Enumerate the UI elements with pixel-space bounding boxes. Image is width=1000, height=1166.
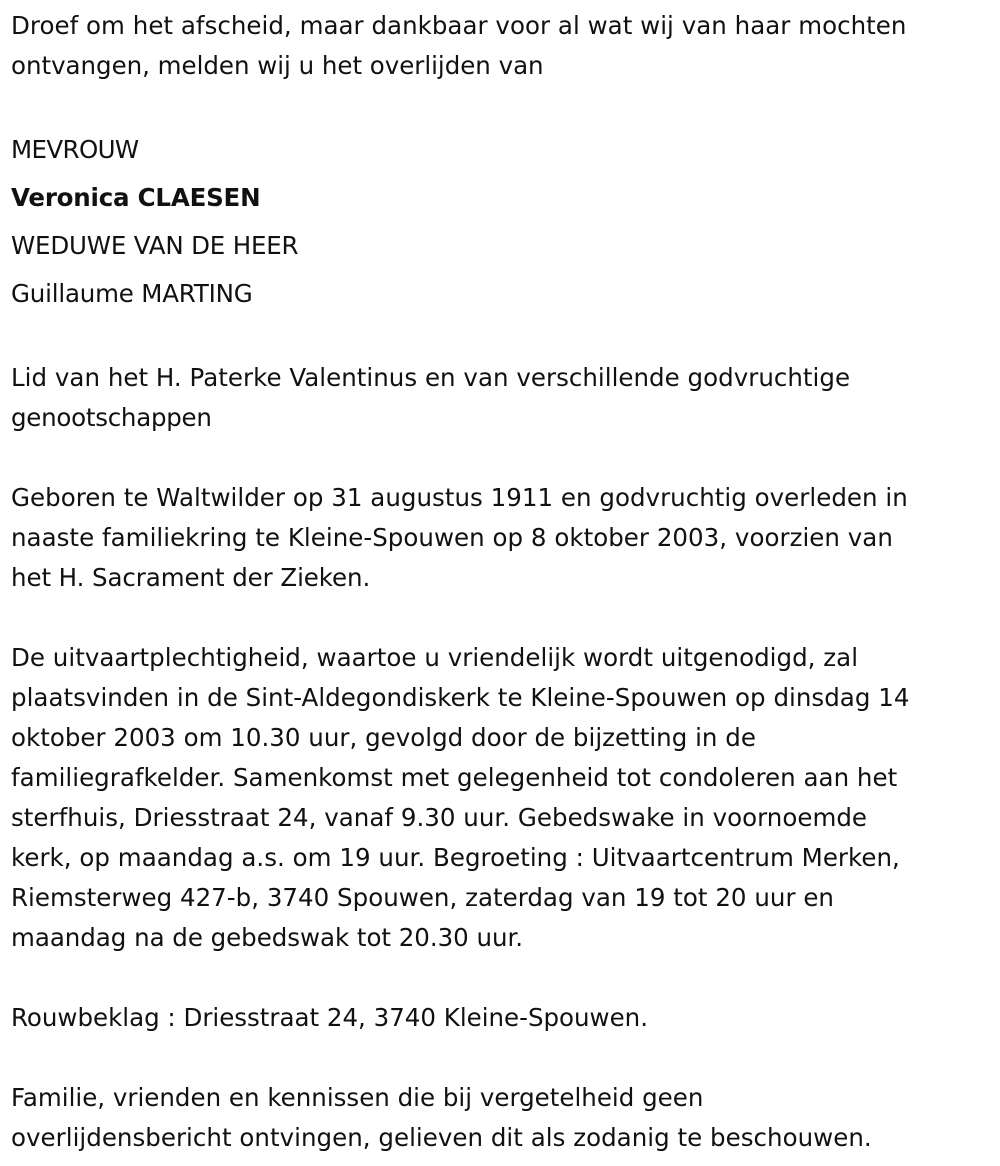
funeral-paragraph xyxy=(11,638,996,958)
funeral-line-2: plaatsvinden in de Sint-Aldegondiskerk te Kleine-Spouwen op dinsdag 14 xyxy=(11,683,910,712)
funeral-line-7: Riemsterweg 427-b, 3740 Spouwen, zaterdag van 19 tot 20 uur en xyxy=(11,883,834,912)
intro-line-1: Droef om het afscheid, maar dankbaar voor al wat wij van haar mochten xyxy=(11,11,907,40)
paragraph-spacer xyxy=(11,86,996,126)
deceased-block xyxy=(11,126,996,318)
funeral-line-6: kerk, op maandag a.s. om 19 uur. Begroeting : Uitvaartcentrum Merken, xyxy=(11,843,900,872)
closing-paragraph xyxy=(11,1078,996,1158)
membership-paragraph xyxy=(11,358,996,438)
birth-death-line-1: Geboren te Waltwilder op 31 augustus 1911 en godvruchtig overleden in xyxy=(11,483,908,512)
membership-line-2: genootschappen xyxy=(11,403,212,432)
intro-paragraph xyxy=(11,6,996,86)
membership-line-1: Lid van het H. Paterke Valentinus en van verschillende godvruchtige xyxy=(11,363,851,392)
closing-line-2: overlijdensbericht ontvingen, gelieven dit als zodanig te beschouwen. xyxy=(11,1123,872,1152)
deceased-relation: WEDUWE VAN DE HEER xyxy=(11,231,299,260)
paragraph-spacer xyxy=(11,958,996,998)
closing-line-1: Familie, vrienden en kennissen die bij vergetelheid geen xyxy=(11,1083,704,1112)
paragraph-spacer xyxy=(11,1038,996,1078)
funeral-line-4: familiegrafkelder. Samenkomst met gelegenheid tot condoleren aan het xyxy=(11,763,898,792)
intro-line-2: ontvangen, melden wij u het overlijden van xyxy=(11,51,544,80)
deceased-spouse: Guillaume MARTING xyxy=(11,279,253,308)
deceased-title: MEVROUW xyxy=(11,135,139,164)
funeral-line-3: oktober 2003 om 10.30 uur, gevolgd door de bijzetting in de xyxy=(11,723,756,752)
condolence-line-1: Rouwbeklag : Driesstraat 24, 3740 Kleine-Spouwen. xyxy=(11,1003,648,1032)
funeral-line-1: De uitvaartplechtigheid, waartoe u vriendelijk wordt uitgenodigd, zal xyxy=(11,643,859,672)
birth-death-line-3: het H. Sacrament der Zieken. xyxy=(11,563,371,592)
obituary-document xyxy=(11,6,996,1158)
condolence-paragraph xyxy=(11,998,996,1038)
paragraph-spacer xyxy=(11,598,996,638)
birth-death-paragraph xyxy=(11,478,996,598)
paragraph-spacer xyxy=(11,318,996,358)
birth-death-line-2: naaste familiekring te Kleine-Spouwen op 8 oktober 2003, voorzien van xyxy=(11,523,893,552)
funeral-line-5: sterfhuis, Driesstraat 24, vanaf 9.30 uur. Gebedswake in voornoemde xyxy=(11,803,868,832)
paragraph-spacer xyxy=(11,438,996,478)
deceased-name: Veronica CLAESEN xyxy=(11,183,261,212)
funeral-line-8: maandag na de gebedswak tot 20.30 uur. xyxy=(11,923,524,952)
